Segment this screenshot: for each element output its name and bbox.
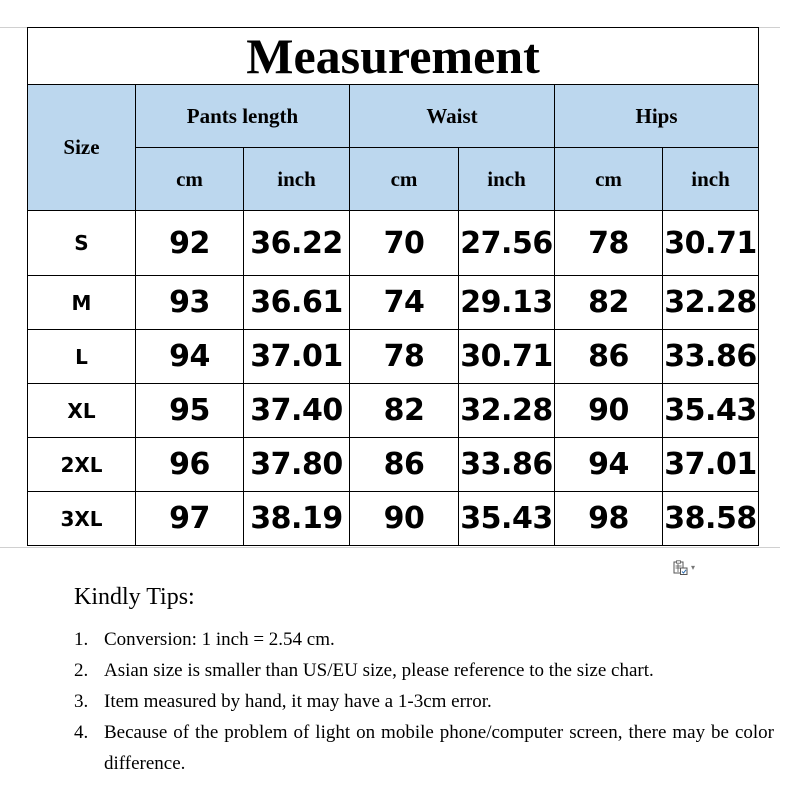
tip-number: 3. bbox=[74, 691, 89, 712]
unit-header: inch bbox=[663, 148, 759, 211]
value-cell: 90 bbox=[350, 492, 459, 546]
paste-options-button[interactable] bbox=[673, 558, 703, 576]
tip-number: 2. bbox=[74, 660, 89, 681]
table-row bbox=[28, 492, 759, 546]
value-cell: 86 bbox=[555, 330, 663, 384]
value-cell: 36.61 bbox=[244, 276, 350, 330]
value-cell: 32.28 bbox=[459, 384, 555, 438]
value-cell: 94 bbox=[136, 330, 244, 384]
unit-header: cm bbox=[350, 148, 459, 211]
value-cell: 37.40 bbox=[244, 384, 350, 438]
unit-header: cm bbox=[555, 148, 663, 211]
header-hips: Hips bbox=[555, 85, 759, 148]
size-cell: 3XL bbox=[28, 492, 136, 546]
size-cell: 2XL bbox=[28, 438, 136, 492]
value-cell: 86 bbox=[350, 438, 459, 492]
value-cell: 32.28 bbox=[663, 276, 759, 330]
value-cell: 35.43 bbox=[459, 492, 555, 546]
tip-text: Because of the problem of light on mobile phone/computer screen, there may be color difference. bbox=[104, 722, 774, 774]
value-cell: 94 bbox=[555, 438, 663, 492]
table-title: Measurement bbox=[28, 28, 759, 85]
tips-heading: Kindly Tips: bbox=[74, 584, 195, 610]
size-cell: S bbox=[28, 211, 136, 276]
value-cell: 96 bbox=[136, 438, 244, 492]
value-cell: 98 bbox=[555, 492, 663, 546]
value-cell: 82 bbox=[350, 384, 459, 438]
measurement-table bbox=[27, 27, 759, 546]
table-row bbox=[28, 276, 759, 330]
size-cell: M bbox=[28, 276, 136, 330]
kindly-tips-section bbox=[74, 582, 774, 779]
unit-header: inch bbox=[244, 148, 350, 211]
value-cell: 35.43 bbox=[663, 384, 759, 438]
value-cell: 37.01 bbox=[244, 330, 350, 384]
value-cell: 70 bbox=[350, 211, 459, 276]
list-item bbox=[74, 686, 774, 717]
table-row bbox=[28, 384, 759, 438]
list-item bbox=[74, 655, 774, 686]
unit-header: cm bbox=[136, 148, 244, 211]
chevron-down-icon: ▾ bbox=[691, 562, 696, 572]
tip-number: 1. bbox=[74, 629, 89, 650]
tip-text: Conversion: 1 inch = 2.54 cm. bbox=[104, 629, 335, 650]
tip-text: Item measured by hand, it may have a 1-3cm error. bbox=[104, 691, 492, 712]
paste-options-icon bbox=[673, 560, 688, 575]
tip-number: 4. bbox=[74, 722, 89, 743]
value-cell: 74 bbox=[350, 276, 459, 330]
value-cell: 30.71 bbox=[663, 211, 759, 276]
table-row bbox=[28, 330, 759, 384]
value-cell: 37.01 bbox=[663, 438, 759, 492]
value-cell: 90 bbox=[555, 384, 663, 438]
value-cell: 30.71 bbox=[459, 330, 555, 384]
list-item bbox=[74, 717, 774, 779]
value-cell: 93 bbox=[136, 276, 244, 330]
value-cell: 95 bbox=[136, 384, 244, 438]
tip-text: Asian size is smaller than US/EU size, please reference to the size chart. bbox=[104, 660, 654, 681]
value-cell: 92 bbox=[136, 211, 244, 276]
value-cell: 78 bbox=[350, 330, 459, 384]
value-cell: 27.56 bbox=[459, 211, 555, 276]
size-header: Size bbox=[28, 85, 136, 211]
unit-header: inch bbox=[459, 148, 555, 211]
value-cell: 37.80 bbox=[244, 438, 350, 492]
value-cell: 38.58 bbox=[663, 492, 759, 546]
header-waist: Waist bbox=[350, 85, 555, 148]
size-cell: L bbox=[28, 330, 136, 384]
size-cell: XL bbox=[28, 384, 136, 438]
value-cell: 82 bbox=[555, 276, 663, 330]
table-row bbox=[28, 438, 759, 492]
list-item bbox=[74, 624, 774, 655]
value-cell: 78 bbox=[555, 211, 663, 276]
header-pants-length: Pants length bbox=[136, 85, 350, 148]
value-cell: 33.86 bbox=[459, 438, 555, 492]
value-cell: 29.13 bbox=[459, 276, 555, 330]
value-cell: 36.22 bbox=[244, 211, 350, 276]
page-guide-line-bottom bbox=[0, 547, 780, 548]
value-cell: 97 bbox=[136, 492, 244, 546]
tips-list bbox=[74, 624, 774, 779]
value-cell: 38.19 bbox=[244, 492, 350, 546]
table-row bbox=[28, 211, 759, 276]
value-cell: 33.86 bbox=[663, 330, 759, 384]
